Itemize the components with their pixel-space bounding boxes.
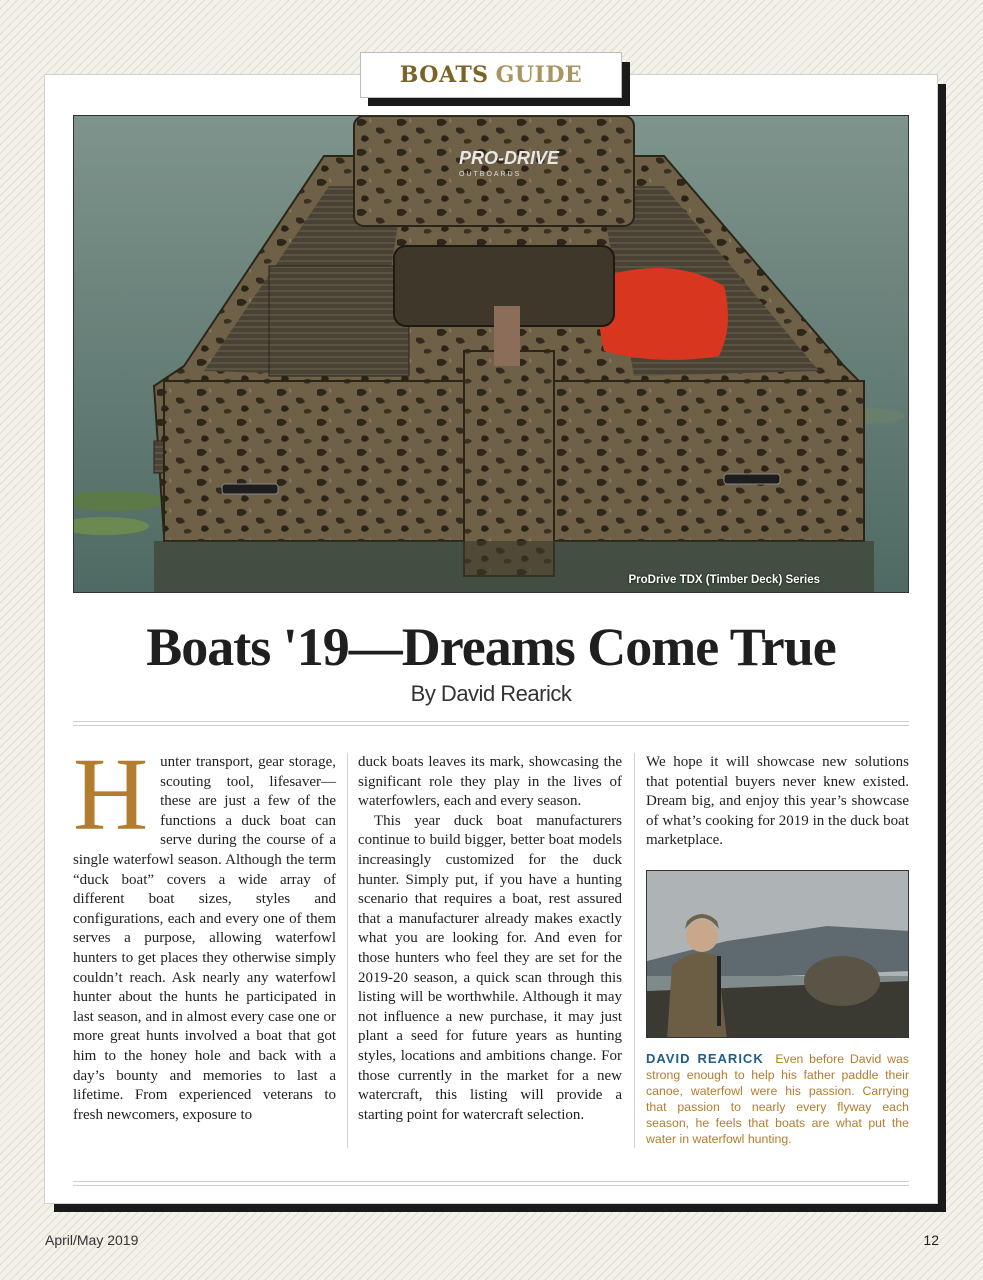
title-rule <box>73 721 909 726</box>
col1-paragraph: unter transport, gear storage, scouting tool, lifesaver—these are just a few of the functions a duck boat can serve during the course of a single waterfowl season. Although the term “duck boat” covers a wide array of different boat sizes, styles and configurations, each and every one of them serves a purpose, allowing waterfowl hunters to get places they otherwise simply couldn’t reach. Ask nearly any waterfowl hunter about the hunts he participated in last season, and in almost every case one or more great hunts involved a boat that got him to the honey hole and back with a day’s bounty and memories to last a lifetime. From experienced veterans to fresh newcomers, exposure to <box>73 754 336 1123</box>
boat-illustration <box>74 116 909 593</box>
col2-paragraph-1: duck boats leaves its mark, showcasing the significant role they play in the lives of waterfowlers, each and every season. <box>358 754 622 810</box>
drop-cap: H <box>73 737 149 852</box>
article-byline: By David Rearick <box>410 681 572 706</box>
issue-date: April/May 2019 <box>45 1232 139 1248</box>
col2-paragraph-2: This year duck boat manufacturers continue to build bigger, better boat models increasingly customized for the duck hunter. Simply put, if you have a hunting scenario that requires a boat, rest assured that a manufacturer already makes exactly what you are looking for. And even for those hunters who feel they are set for the 2019-20 season, a quick scan through this listing will be worthwhile. Although it may not influence a new purchase, it may just plant a seed for future years as hunting styles, locations and ambitions change. For those currently in the market for a new watercraft, this listing will provide a starting point for watercraft selection. <box>358 812 622 1123</box>
bottom-rule <box>73 1181 909 1186</box>
column-divider <box>634 753 635 1148</box>
author-bio-text: Even before David was strong enough to help his father paddle their canoe, waterfowl were his passion. Carrying that passion to nearly every flyway each season, he feels that boats are what put the water in waterfowl hunting. <box>646 1052 909 1146</box>
motor-brand-text: PRO-DRIVE <box>459 148 560 168</box>
author-name: DAVID REARICK <box>646 1051 764 1066</box>
column-3 <box>646 753 909 851</box>
section-tab <box>360 52 622 98</box>
column-divider <box>347 753 348 1148</box>
article-title: Boats '19—Dreams Come True <box>146 617 836 677</box>
section-tab-word2: GUIDE <box>495 62 583 88</box>
author-photo <box>646 870 909 1038</box>
column-2 <box>358 753 622 1125</box>
column-1 <box>73 737 336 1125</box>
author-bio <box>646 1051 909 1147</box>
col3-paragraph: We hope it will showcase new solutions that potential buyers never knew existed. Dream big, and enjoy this year’s showcase of what’s cooking for 2019 in the duck boat marketplace. <box>646 754 909 849</box>
hero-caption: ProDrive TDX (Timber Deck) Series <box>628 574 820 586</box>
hero-photo <box>73 115 909 593</box>
page-number: 12 <box>923 1232 939 1248</box>
section-tab-word1: BOATS <box>399 62 489 88</box>
motor-sub-text: OUTBOARDS <box>459 171 522 178</box>
author-photo-illustration <box>647 871 909 1038</box>
